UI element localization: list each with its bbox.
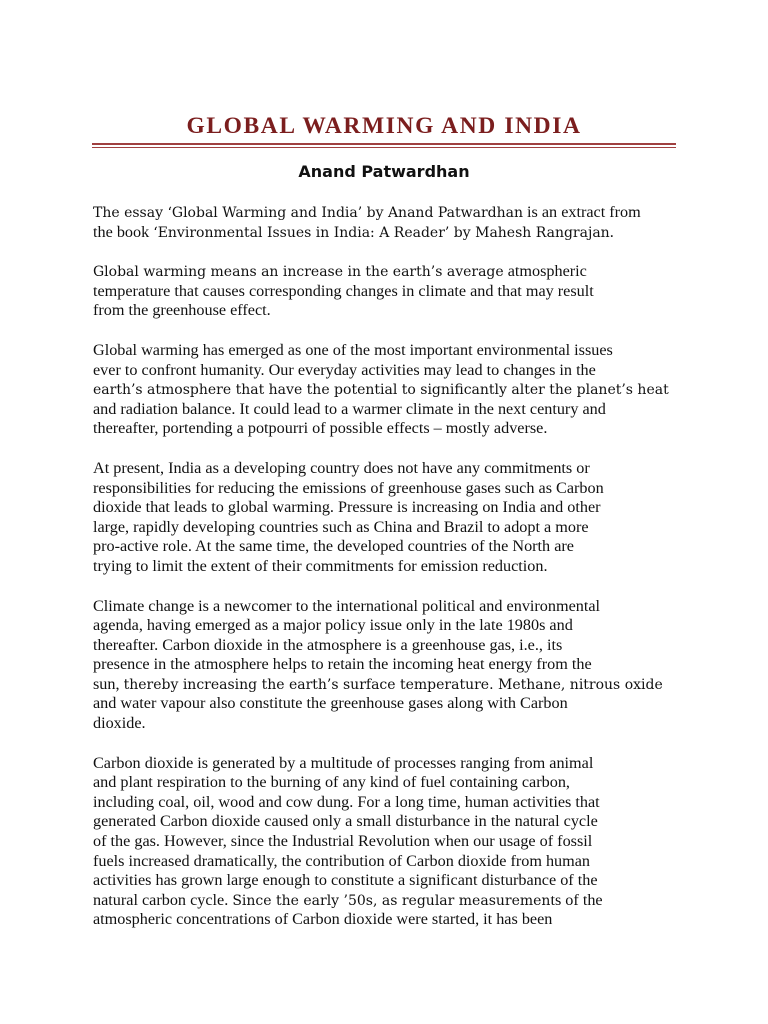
highlighted-text: The essay ‘Global Warming and India’ by Anand Patwardhan bbox=[93, 205, 523, 221]
highlighted-text: ‘Environmental Issues in India: A Reader’ by Mahesh Rangrajan bbox=[153, 224, 610, 241]
text-line bbox=[93, 891, 683, 911]
text-line bbox=[93, 518, 683, 538]
text-line bbox=[93, 537, 683, 557]
text-line bbox=[93, 282, 683, 302]
text-run: Climate change is a newcomer to the international political and environmental bbox=[93, 596, 601, 615]
text-line bbox=[93, 301, 683, 321]
text-line bbox=[93, 714, 683, 734]
text-run: thereafter. Carbon dioxide in the atmosphere is a greenhouse gas, i.e., its bbox=[93, 635, 563, 654]
text-run: sun, bbox=[93, 674, 124, 693]
highlighted-text: Global warming means an increase in the earth’s average bbox=[93, 264, 504, 281]
text-run: fuels increased dramatically, the contribution of Carbon dioxide from human bbox=[93, 851, 591, 870]
text-run: Carbon dioxide is generated by a multitude of processes ranging from animal bbox=[93, 753, 594, 772]
text-run: of the gas. However, since the Industrial Revolution when our usage of fossil bbox=[93, 832, 593, 851]
text-line bbox=[93, 419, 683, 439]
highlighted-text: Since the early ’50s, as regular measuremen bbox=[232, 892, 551, 909]
text-run: thereafter, portending a potpourri of possible effects – mostly adverse. bbox=[93, 419, 548, 438]
text-line bbox=[93, 694, 683, 714]
text-line bbox=[93, 479, 683, 499]
text-run: trying to limit the extent of their commitments for emission reduction. bbox=[93, 556, 548, 575]
text-run: pro-active role. At the same time, the developed countries of the North are bbox=[93, 537, 574, 556]
paragraph bbox=[93, 754, 683, 930]
text-line bbox=[93, 459, 683, 479]
text-run: the book bbox=[93, 222, 154, 241]
highlighted-text: earth’s atmosphere that have the potential to significantly alter the planet’s heat bbox=[93, 382, 669, 399]
text-run: activities has grown large enough to constitute a significant disturbance of the bbox=[93, 871, 598, 890]
text-run: is an extract from bbox=[522, 203, 641, 221]
text-run: agenda, having emerged as a major policy issue only in the late 1980s and bbox=[93, 616, 573, 635]
text-run: . bbox=[609, 222, 614, 241]
text-line bbox=[93, 400, 683, 420]
text-run: natural carbon cycle. bbox=[93, 890, 233, 909]
text-run: responsibilities for reducing the emissions of greenhouse gases such as Carbon bbox=[93, 478, 604, 497]
title-rule-bottom bbox=[92, 147, 676, 148]
highlighted-text: thereby increasing the earth’s surface temperature. Methane, nitrous oxide bbox=[123, 676, 663, 693]
text-run: presence in the atmosphere helps to retain the incoming heat energy from the bbox=[93, 655, 592, 674]
text-line bbox=[93, 341, 683, 361]
paragraph bbox=[93, 262, 683, 321]
text-run: atmospheric concentrations of Carbon dioxide were started, it has been bbox=[93, 910, 553, 929]
text-line bbox=[93, 793, 683, 813]
text-run: atmospheric bbox=[503, 262, 587, 281]
text-run: temperature that causes corresponding changes in climate and that may result bbox=[93, 281, 594, 300]
text-line bbox=[93, 871, 683, 891]
text-line bbox=[93, 832, 683, 852]
text-line bbox=[93, 675, 683, 695]
text-run: ts of the bbox=[550, 890, 603, 909]
text-run: Global warming has emerged as one of the most important environmental issues bbox=[93, 340, 613, 359]
paragraph bbox=[93, 459, 683, 577]
text-run: At present, India as a developing country does not have any commitments or bbox=[93, 458, 590, 477]
text-line bbox=[93, 773, 683, 793]
text-line bbox=[93, 616, 683, 636]
paragraph bbox=[93, 203, 683, 242]
text-line bbox=[93, 557, 683, 577]
text-line bbox=[93, 262, 683, 282]
document-body bbox=[93, 203, 683, 950]
text-run: generated Carbon dioxide caused only a small disturbance in the natural cycle bbox=[93, 812, 598, 831]
text-run: and plant respiration to the burning of any kind of fuel containing carbon, bbox=[93, 773, 570, 792]
text-run: including coal, oil, wood and cow dung. For a long time, human activities that bbox=[93, 792, 600, 811]
text-line bbox=[93, 754, 683, 774]
text-line bbox=[93, 910, 683, 930]
text-line bbox=[93, 203, 683, 223]
author-name: Anand Patwardhan bbox=[298, 162, 470, 181]
text-line bbox=[93, 361, 683, 381]
text-run: large, rapidly developing countries such as China and Brazil to adopt a more bbox=[93, 517, 589, 536]
text-line bbox=[93, 498, 683, 518]
text-line bbox=[93, 380, 683, 400]
text-line bbox=[93, 597, 683, 617]
text-run: and radiation balance. It could lead to a warmer climate in the next century and bbox=[93, 399, 606, 418]
text-run: from the greenhouse effect. bbox=[93, 301, 271, 320]
text-run: ever to confront humanity. Our everyday activities may lead to changes in the bbox=[93, 360, 596, 379]
text-run: dioxide. bbox=[93, 714, 146, 733]
text-line bbox=[93, 223, 683, 243]
text-run: dioxide that leads to global warming. Pressure is increasing on India and other bbox=[93, 498, 601, 517]
text-run: and water vapour also constitute the greenhouse gases along with Carbon bbox=[93, 694, 568, 713]
text-line bbox=[93, 852, 683, 872]
document-title: GLOBAL WARMING AND INDIA bbox=[186, 113, 582, 139]
text-line bbox=[93, 812, 683, 832]
title-rule-top bbox=[92, 143, 676, 145]
text-line bbox=[93, 655, 683, 675]
paragraph bbox=[93, 597, 683, 734]
paragraph bbox=[93, 341, 683, 439]
text-line bbox=[93, 636, 683, 656]
